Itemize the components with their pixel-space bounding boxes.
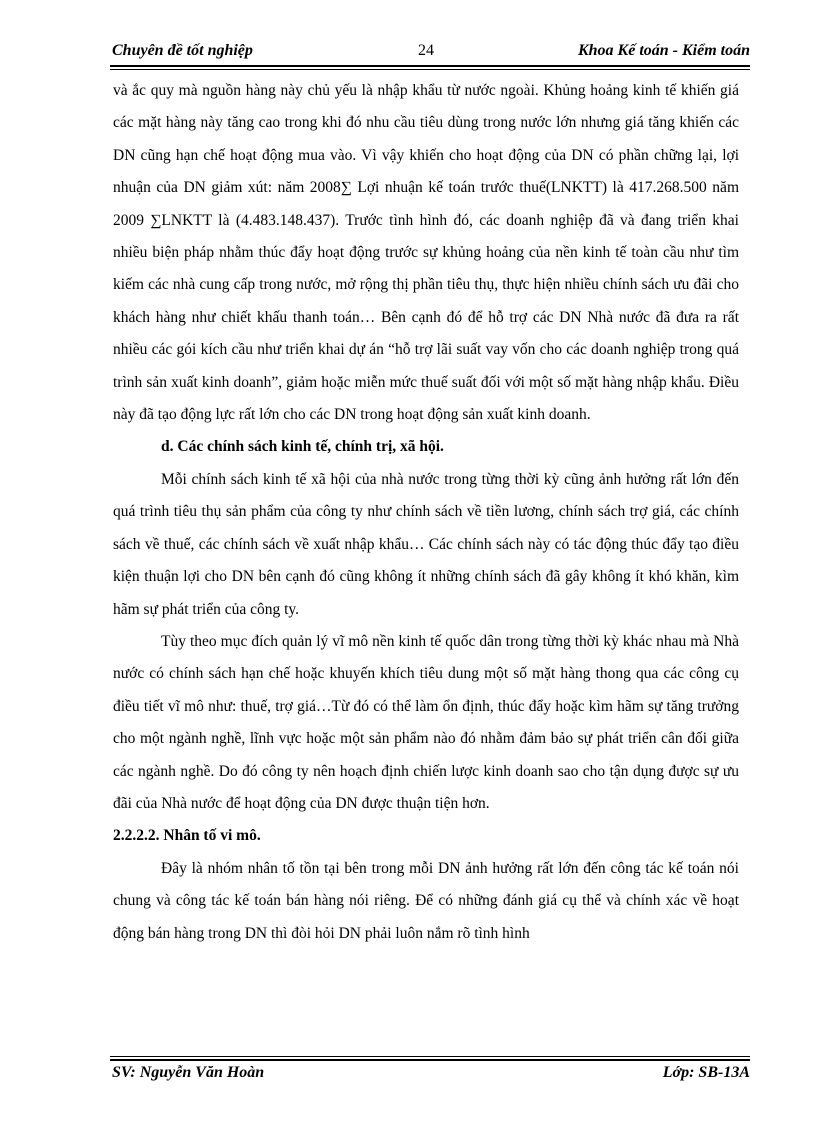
header-thesis-title: Chuyên đề tốt nghiệp [112,42,253,59]
paragraph-policy-impact: Mỗi chính sách kinh tế xã hội của nhà nước trong từng thời kỳ cũng ảnh hưởng rất lớn đến quá trình tiêu thụ sản phẩm của công ty như chính sách về tiền lương, chính sách trợ giá, các chính sách về thuế, các chính sách về xuất nhập khẩu… Các chính sách này có tác động thúc đẩy tạo điều kiện thuận lợi cho DN bên cạnh đó cũng không ít những chính sách đã gây không ít khó khăn, kìm hãm sự phát triển của công ty. [113,470,739,618]
paragraph-micro-factors: Đây là nhóm nhân tố tồn tại bên trong mỗi DN ảnh hưởng rất lớn đến công tác kế toán nói chung và công tác kế toán bán hàng nói riêng. Để có những đánh giá cụ thể và chính xác về hoạt động bán hàng trong DN thì đòi hỏi DN phải luôn nắm rõ tình hình [113,859,739,942]
header-faculty: Khoa Kế toán - Kiểm toán [577,42,750,59]
paragraph-economic-crisis: và ắc quy mà nguồn hàng này chủ yếu là nhập khẩu từ nước ngoài. Khủng hoảng kinh tế khiến giá các mặt hàng này tăng cao trong khi đó nhu cầu tiêu dùng trong nước lớn nhưng giá tăng khiến các DN cũng hạn chế hoạt động mua vào. Vì vậy khiến cho hoạt động của DN có phần chững lại, lợi nhuận của DN giảm xút: năm 2008∑ Lợi nhuận kế toán trước thuế(LNKTT) là 417.268.500 năm 2009 ∑LNKTT là (4.483.148.437). Trước tình hình đó, các doanh nghiệp đã và đang triển khai nhiều biện pháp nhằm thúc đẩy hoạt động trước sự khủng hoảng của nền kinh tế toàn cầu như tìm kiếm các nhà cung cấp trong nước, mở rộng thị phần tiêu thụ, thực hiện nhiều chính sách ưu đãi cho khách hàng như chiết khấu thanh toán… Bên cạnh đó để hỗ trợ các DN Nhà nước đã đưa ra rất nhiều các gói kích cầu như triển khai dự án “hỗ trợ lãi suất vay vốn cho các doanh nghiệp trong quá trình sản xuất kinh doanh”, giảm hoặc miễn mức thuế suất đối với một số mặt hàng nhập khẩu. Điều này đã tạo động lực rất lớn cho các DN trong hoạt động sản xuất kinh doanh. [113,82,739,424]
section-heading-policies: d. Các chính sách kinh tế, chính trị, xã hội. [161,438,444,456]
footer-student-name: SV: Nguyễn Văn Hoàn [112,1064,265,1081]
page-header [110,40,750,66]
paragraph-macro-management: Tùy theo mục đích quản lý vĩ mô nền kinh tế quốc dân trong từng thời kỳ khác nhau mà Nhà nước có chính sách hạn chế hoặc khuyến khích tiêu dung một số mặt hàng thong qua các công cụ điều tiết vĩ mô như: thuế, trợ giá…Từ đó có thể làm ổn định, thúc đẩy hoặc kìm hãm sự tăng trưởng cho một ngành nghề, lĩnh vực hoặc một sản phẩm nào đó nhằm đảm bảo sự phát triển cân đối giữa các ngành nghề. Do đó công ty nên hoạch định chiến lược kinh doanh sao cho tận dụng được sự ưu đãi của Nhà nước để hoạt động của DN được thuận tiện hơn. [113,632,739,812]
header-divider [110,65,750,70]
footer-divider [110,1056,750,1061]
footer-class: Lớp: SB-13A [662,1064,750,1081]
section-heading-micro-factors: 2.2.2.2. Nhân tố vi mô. [113,827,261,845]
page-footer [110,1062,750,1088]
document-body [113,75,739,950]
header-page-number: 24 [418,42,434,59]
